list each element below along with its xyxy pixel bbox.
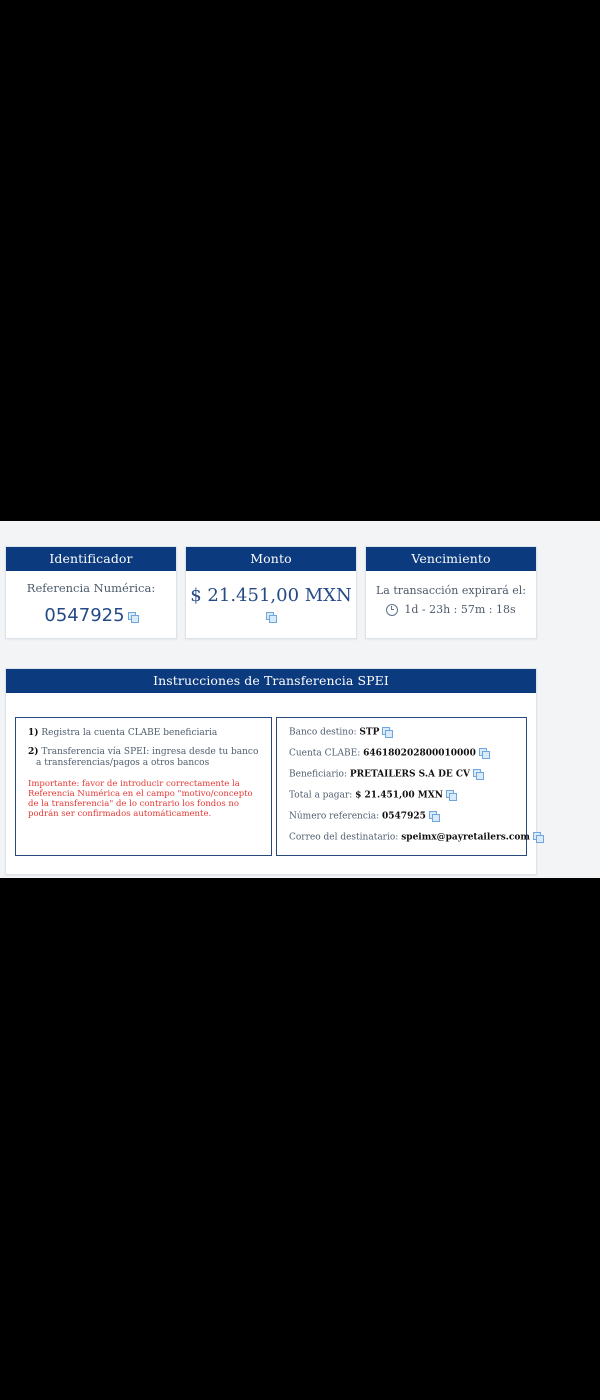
detail-correo: Correo del destinatario: speimx@payretailers.com [289,832,514,853]
monto-value: $ 21.451,00 MXN [190,585,352,606]
copy-icon[interactable] [128,612,138,622]
steps-box [15,717,272,856]
payment-panel [0,521,600,878]
detail-referencia: Número referencia: 0547925 [289,811,514,832]
instructions-title: Instrucciones de Transferencia SPEI [6,669,536,693]
step-1: 1) Registra la cuenta CLABE beneficiaria [28,728,218,738]
details-box [276,717,530,856]
detail-banco: Banco destino: STP [289,727,514,748]
copy-icon[interactable] [479,748,489,758]
monto-copy-row [186,606,356,625]
referencia-value: 0547925 [44,605,125,626]
important-note: Importante: favor de introducir correctamente la Referencia Numérica en el campo "motivo/concepto de la transferencia" de lo contrario los fondos no podrán ser confirmados automáticamente. [28,779,253,819]
copy-icon[interactable] [429,811,439,821]
referencia-row [6,605,176,626]
copy-icon[interactable] [473,769,483,779]
identificador-title: Identificador [6,547,176,571]
countdown-row [366,603,536,616]
details-list [277,718,530,853]
countdown-value: 1d - 23h : 57m : 18s [404,603,516,616]
copy-icon[interactable] [446,790,456,800]
detail-total: Total a pagar: $ 21.451,00 MXN [289,790,514,811]
copy-icon[interactable] [266,612,276,622]
monto-card [185,546,357,639]
copy-icon[interactable] [533,832,543,842]
clock-icon [386,604,398,616]
step-2: 2) Transferencia vía SPEI: ingresa desde tu banco a transferencias/pagos a otros bancos [28,747,259,768]
instructions-panel [5,668,537,875]
detail-clabe: Cuenta CLABE: 646180202800010000 [289,748,514,769]
vencimiento-card [365,546,537,639]
vencimiento-title: Vencimiento [366,547,536,571]
identificador-card [5,546,177,639]
referencia-label: Referencia Numérica: [26,581,156,595]
detail-beneficiario: Beneficiario: PRETAILERS S.A DE CV [289,769,514,790]
expira-label: La transacción expirará el: [375,584,527,597]
monto-title: Monto [186,547,356,571]
copy-icon[interactable] [382,727,392,737]
